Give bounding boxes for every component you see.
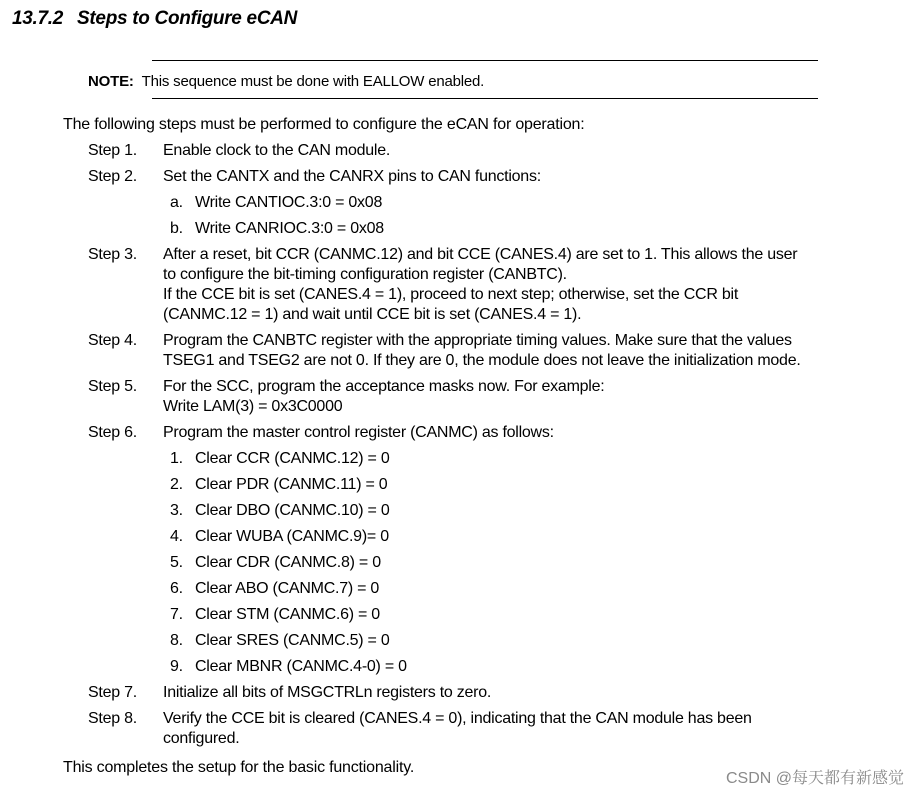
step-body [163,683,913,703]
step-6 [88,423,913,677]
section-heading [12,8,297,30]
substep-label: 4. [170,528,183,545]
substep-text: Clear DBO (CANMC.10) = 0 [195,502,390,519]
step-body [163,423,913,677]
note-label: NOTE: [88,73,134,90]
substep-list [163,193,913,239]
substep [170,579,913,605]
steps-list [88,141,913,755]
step-line: TSEG1 and TSEG2 are not 0. If they are 0, the module does not leave the initialization mode. [163,352,801,369]
substep-label: a. [170,194,183,211]
watermark: CSDN @每天都有新感觉 [725,770,904,787]
step-line: Write LAM(3) = 0x3C0000 [163,398,343,415]
step-line: Set the CANTX and the CANRX pins to CAN functions: [163,168,541,185]
step-label: Step 7. [88,684,137,701]
step-line: to configure the bit-timing configuration register (CANBTC). [163,266,567,283]
step-5 [88,377,913,417]
step-line: Program the CANBTC register with the appropriate timing values. Make sure that the values [163,332,792,349]
step-label: Step 8. [88,710,137,727]
step-line: If the CCE bit is set (CANES.4 = 1), proceed to next step; otherwise, set the CCR bit [163,286,739,303]
step-7 [88,683,913,703]
step-line: (CANMC.12 = 1) and wait until CCE bit is set (CANES.4 = 1). [163,306,582,323]
substep-text: Clear CDR (CANMC.8) = 0 [195,554,381,571]
substep [170,553,913,579]
substep [170,527,913,553]
step-label: Step 3. [88,246,137,263]
substep [170,193,913,219]
substep [170,219,913,239]
substep-text: Clear WUBA (CANMC.9)= 0 [195,528,389,545]
substep [170,657,913,677]
substep-text: Clear STM (CANMC.6) = 0 [195,606,380,623]
substep-text: Clear PDR (CANMC.11) = 0 [195,476,388,493]
step-label: Step 6. [88,424,137,441]
substep-label: 5. [170,554,183,571]
substep-text: Clear SRES (CANMC.5) = 0 [195,632,390,649]
step-label: Step 1. [88,142,137,159]
step-body [163,245,913,325]
step-label: Step 4. [88,332,137,349]
outro-text: This completes the setup for the basic functionality. [63,759,415,776]
substep-label: 9. [170,658,183,675]
section-number: 13.7.2 [12,8,64,29]
substep-text: Clear CCR (CANMC.12) = 0 [195,450,390,467]
step-line: Program the master control register (CANMC) as follows: [163,424,554,441]
substep [170,631,913,657]
step-body [163,167,913,239]
note [88,73,484,90]
substep-label: 8. [170,632,183,649]
note-bottom-rule [152,98,818,99]
substep-label: 1. [170,450,183,467]
step-label: Step 2. [88,168,137,185]
substep-text: Clear ABO (CANMC.7) = 0 [195,580,380,597]
step-line: For the SCC, program the acceptance masks now. For example: [163,378,605,395]
step-line: Enable clock to the CAN module. [163,142,391,159]
substep-label: 2. [170,476,183,493]
step-8 [88,709,913,749]
substep-text: Write CANRIOC.3:0 = 0x08 [195,220,384,237]
substep-label: 6. [170,580,183,597]
substep [170,449,913,475]
intro-text: The following steps must be performed to configure the eCAN for operation: [63,116,585,133]
step-line: Initialize all bits of MSGCTRLn registers to zero. [163,684,492,701]
substep-text: Clear MBNR (CANMC.4-0) = 0 [195,658,407,675]
step-line: Verify the CCE bit is cleared (CANES.4 = 0), indicating that the CAN module has been [163,710,752,727]
step-body [163,141,913,161]
step-3 [88,245,913,325]
step-body [163,709,913,749]
step-2 [88,167,913,239]
step-line: After a reset, bit CCR (CANMC.12) and bit CCE (CANES.4) are set to 1. This allows the user [163,246,798,263]
substep [170,605,913,631]
substep-label: 3. [170,502,183,519]
step-1 [88,141,913,161]
note-top-rule [152,60,818,61]
step-4 [88,331,913,371]
section-title: Steps to Configure eCAN [77,8,298,29]
step-line: configured. [163,730,240,747]
note-text: This sequence must be done with EALLOW enabled. [141,73,485,90]
step-body [163,377,913,417]
step-label: Step 5. [88,378,137,395]
substep-list [163,449,913,677]
substep-text: Write CANTIOC.3:0 = 0x08 [195,194,383,211]
substep [170,475,913,501]
substep-label: b. [170,220,183,237]
substep [170,501,913,527]
substep-label: 7. [170,606,183,623]
step-body [163,331,913,371]
